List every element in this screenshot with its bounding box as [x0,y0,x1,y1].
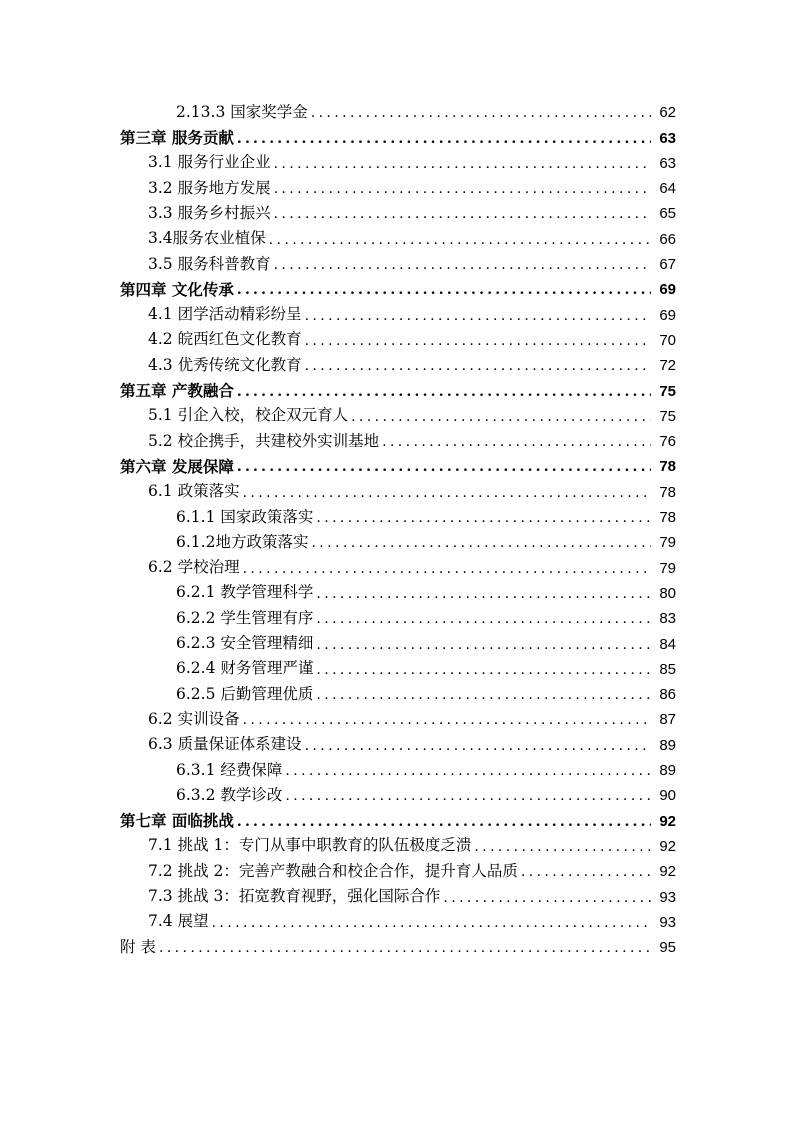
toc-page-number: 63 [659,154,676,172]
toc-entry-16[interactable] [120,476,676,501]
toc-entry-title: 第六章 发展保障 [120,456,234,476]
toc-entry-title: 第四章 文化传承 [120,279,234,299]
toc-page-number: 70 [659,331,676,349]
toc-page-number: 76 [659,433,676,451]
toc-entry-10[interactable] [120,325,676,350]
toc-entry-title: 第五章 产教融合 [120,381,234,401]
toc-page-number: 65 [659,205,676,223]
toc-dot-leader [237,385,651,401]
toc-page-number: 64 [659,180,676,198]
toc-page-number: 78 [659,483,676,501]
toc-dot-leader [274,182,651,198]
toc-page-number: 95 [659,939,676,957]
toc-entry-title: 4.3 优秀传统文化教育 [148,355,302,374]
toc-entry-15[interactable] [120,451,676,476]
toc-entry-33[interactable] [120,907,676,932]
toc-entry-title: 6.3.2 教学诊改 [176,785,283,804]
toc-dot-leader [237,132,651,148]
toc-page-number: 87 [659,711,676,729]
toc-entry-13[interactable] [120,401,676,426]
toc-entry-31[interactable] [120,856,676,881]
toc-page-number: 66 [659,230,676,248]
toc-dot-leader [316,663,651,679]
toc-dot-leader [243,562,651,578]
toc-entry-1[interactable] [120,97,676,122]
table-of-contents [120,97,676,957]
toc-page-number: 84 [659,635,676,653]
toc-page-number: 69 [659,281,676,299]
toc-dot-leader [243,486,651,502]
toc-page-number: 75 [659,407,676,425]
toc-entry-25[interactable] [120,704,676,729]
toc-page-number: 92 [659,812,676,830]
toc-entry-title: 3.2 服务地方发展 [148,178,271,197]
toc-entry-23[interactable] [120,654,676,679]
toc-dot-leader [305,334,651,350]
toc-entry-34[interactable] [120,932,676,957]
toc-dot-leader [159,941,651,957]
toc-entry-title: 第七章 面临挑战 [120,811,234,831]
toc-page-number: 93 [659,888,676,906]
toc-dot-leader [311,106,651,122]
toc-entry-19[interactable] [120,552,676,577]
toc-entry-28[interactable] [120,780,676,805]
toc-entry-6[interactable] [120,223,676,248]
toc-page-number: 80 [659,584,676,602]
toc-entry-title: 3.5 服务科普教育 [148,254,271,273]
toc-entry-title: 6.1.2地方政策落实 [176,532,309,551]
toc-entry-20[interactable] [120,578,676,603]
toc-entry-7[interactable] [120,249,676,274]
toc-dot-leader [316,688,651,704]
toc-entry-18[interactable] [120,527,676,552]
toc-dot-leader [269,233,651,249]
toc-page-number: 83 [659,610,676,628]
toc-page-number: 67 [659,256,676,274]
toc-entry-3[interactable] [120,148,676,173]
toc-entry-title: 附 表 [120,937,156,956]
toc-page-number: 79 [659,559,676,577]
toc-dot-leader [316,587,651,603]
toc-page-number: 78 [659,509,676,527]
toc-dot-leader [274,207,651,223]
toc-dot-leader [237,460,651,476]
toc-entry-title: 7.4 展望 [148,912,209,931]
toc-dot-leader [237,815,651,831]
toc-entry-8[interactable] [120,274,676,299]
toc-entry-30[interactable] [120,831,676,856]
toc-entry-4[interactable] [120,173,676,198]
toc-page-number: 85 [659,660,676,678]
toc-entry-title: 6.3 质量保证体系建设 [148,735,302,754]
toc-dot-leader [351,410,651,426]
toc-entry-title: 6.3.1 经费保障 [176,760,283,779]
toc-page-number: 89 [659,762,676,780]
toc-entry-14[interactable] [120,426,676,451]
toc-entry-title: 6.2.4 财务管理严谨 [176,659,314,678]
toc-entry-title: 6.2 实训设备 [148,709,240,728]
toc-dot-leader [316,511,651,527]
toc-entry-22[interactable] [120,628,676,653]
toc-entry-title: 3.1 服务行业企业 [148,153,271,172]
toc-entry-title: 3.3 服务乡村振兴 [148,203,271,222]
toc-dot-leader [274,157,651,173]
toc-page-number: 86 [659,686,676,704]
toc-dot-leader [521,865,651,881]
toc-page-number: 69 [659,306,676,324]
toc-entry-title: 6.2.1 教学管理科学 [176,583,314,602]
toc-page-number: 78 [659,458,676,476]
toc-entry-27[interactable] [120,755,676,780]
toc-entry-24[interactable] [120,679,676,704]
toc-dot-leader [305,309,651,325]
toc-dot-leader [243,713,651,729]
toc-entry-11[interactable] [120,350,676,375]
toc-entry-title: 3.4服务农业植保 [148,229,266,248]
toc-entry-29[interactable] [120,805,676,830]
toc-dot-leader [237,283,651,299]
toc-page-number: 89 [659,736,676,754]
toc-dot-leader [316,612,651,628]
toc-entry-title: 2.13.3 国家奖学金 [176,102,308,121]
toc-entry-12[interactable] [120,375,676,400]
toc-entry-title: 6.2.3 安全管理精细 [176,634,314,653]
toc-entry-title: 6.2.5 后勤管理优质 [176,684,314,703]
toc-entry-title: 7.2 挑战 2：完善产教融合和校企合作，提升育人品质 [148,861,518,880]
toc-entry-26[interactable] [120,729,676,754]
toc-page-number: 79 [659,534,676,552]
toc-dot-leader [305,739,651,755]
toc-entry-title: 5.1 引企入校，校企双元育人 [148,406,349,425]
toc-dot-leader [305,359,651,375]
toc-page-number: 93 [659,913,676,931]
toc-entry-title: 6.2.2 学生管理有序 [176,608,314,627]
toc-entry-title: 第三章 服务贡献 [120,128,234,148]
toc-page-number: 92 [659,837,676,855]
toc-dot-leader [382,435,651,451]
toc-dot-leader [311,536,651,552]
toc-page-number: 90 [659,787,676,805]
toc-entry-21[interactable] [120,603,676,628]
toc-entry-5[interactable] [120,198,676,223]
toc-entry-32[interactable] [120,881,676,906]
toc-entry-title: 4.1 团学活动精彩纷呈 [148,305,302,324]
toc-entry-17[interactable] [120,502,676,527]
toc-entry-title: 5.2 校企携手，共建校外实训基地 [148,431,380,450]
toc-entry-title: 7.3 挑战 3：拓宽教育视野，强化国际合作 [148,887,441,905]
toc-page-number: 75 [659,382,676,400]
toc-page-number: 62 [659,104,676,122]
toc-dot-leader [274,258,651,274]
toc-entry-title: 6.2 学校治理 [148,558,240,577]
toc-dot-leader [285,789,651,805]
toc-entry-2[interactable] [120,122,676,147]
toc-page-number: 63 [659,129,676,147]
toc-entry-title: 6.1.1 国家政策落实 [176,507,314,526]
toc-dot-leader [285,764,651,780]
toc-entry-9[interactable] [120,299,676,324]
toc-dot-leader [316,638,651,654]
toc-entry-title: 7.1 挑战 1：专门从事中职教育的队伍极度乏溃 [148,836,472,855]
toc-entry-title: 6.1 政策落实 [148,482,240,501]
toc-dot-leader [474,840,651,856]
toc-dot-leader [212,916,651,932]
toc-entry-title: 4.2 皖西红色文化教育 [148,330,302,349]
toc-page-number: 72 [659,357,676,375]
toc-dot-leader [443,891,651,907]
toc-page-number: 92 [659,863,676,881]
